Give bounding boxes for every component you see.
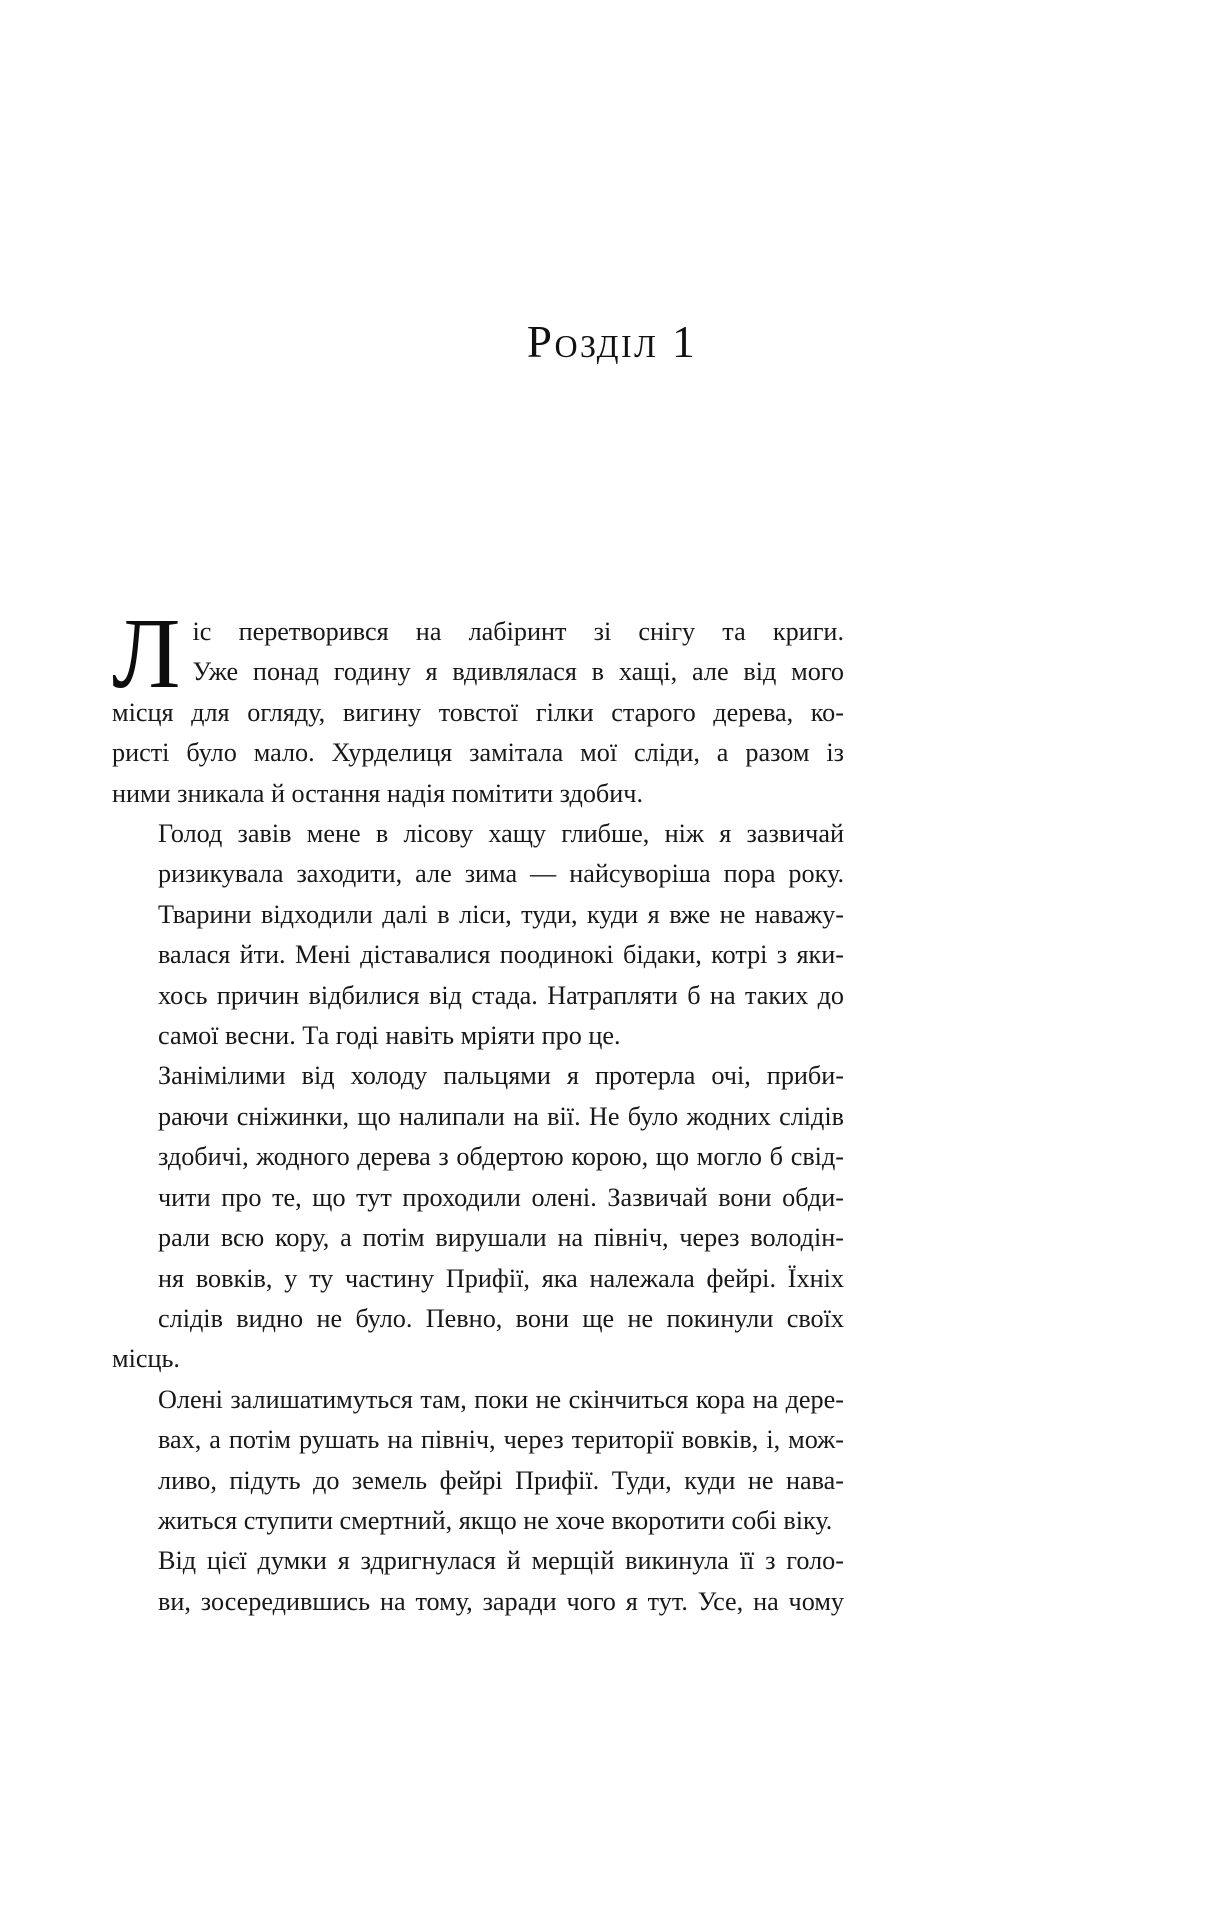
text-line: Голод завів мене в лісову хащу глибше, ніж я зазвичай — [158, 819, 844, 849]
drop-cap: Л — [112, 597, 181, 709]
text-line: вах, а потім рушать на північ, через території вовків, і, мож- — [158, 1425, 844, 1455]
text-line: валася йти. Мені діставалися поодинокі бідаки, котрі з яки- — [158, 940, 844, 970]
text-line: ризикувала заходити, але зима — найсуворіша пора року. — [158, 859, 844, 889]
text-line: Тварини відходили далі в ліси, туди, куди я вже не наважу- — [158, 899, 844, 929]
text-line: рали всю кору, а потім вирушали на північ, через володін- — [158, 1223, 844, 1253]
text-line: хось причин відбилися від стада. Натрапляти б на таких до — [158, 980, 844, 1010]
text-line: ня вовків, у ту частину Прифії, яка належала фейрі. Їхніх — [158, 1263, 844, 1293]
text-line: Олені залишатимуться там, поки не скінчиться кора на дере- — [158, 1384, 844, 1414]
paragraph — [112, 814, 844, 1056]
text-line: ливо, підуть до земель фейрі Прифії. Туди, куди не нава- — [158, 1465, 844, 1495]
paragraph — [112, 597, 844, 814]
text-line: Від цієї думки я здригнулася й мерщій викинула її з голо- — [158, 1546, 844, 1576]
page-title: Розділ 1 — [526, 317, 698, 368]
text-line: ви, зосередившись на тому, заради чого я тут. Усе, на чому — [158, 1586, 844, 1616]
text-line: здобичі, жодного дерева з обдертою корою, що могло б свід- — [158, 1142, 844, 1172]
text-line: ними зникала й остання надія помітити здобич. — [112, 778, 643, 808]
paragraph — [112, 1541, 844, 1622]
text-line: чити про те, що тут проходили олені. Зазвичай вони обди- — [158, 1182, 844, 1212]
text-line: раючи сніжинки, що налипали на вії. Не було жодних слідів — [158, 1101, 844, 1131]
text-line: іс перетворився на лабіринт зі снігу та криги. — [192, 617, 844, 646]
text-line: самої весни. Та годі навіть мріяти про це. — [158, 1021, 621, 1051]
text-line: Уже понад годину я вдивлялася в хащі, але від мого — [192, 657, 844, 687]
body-text — [112, 597, 844, 1622]
text-line: ристі було мало. Хурделиця замітала мої сліди, а разом із — [112, 738, 844, 768]
text-line: Занімілими від холоду пальцями я протерла очі, приби- — [158, 1061, 844, 1091]
paragraph — [112, 1056, 844, 1541]
text-line: слідів видно не було. Певно, вони ще не покинули своїх місць. — [112, 1303, 844, 1374]
text-line: місця для огляду, вигину товстої гілки старого дерева, ко- — [112, 697, 844, 727]
text-line: житься ступити смертний, якщо не хоче вкоротити собі віку. — [158, 1505, 833, 1535]
